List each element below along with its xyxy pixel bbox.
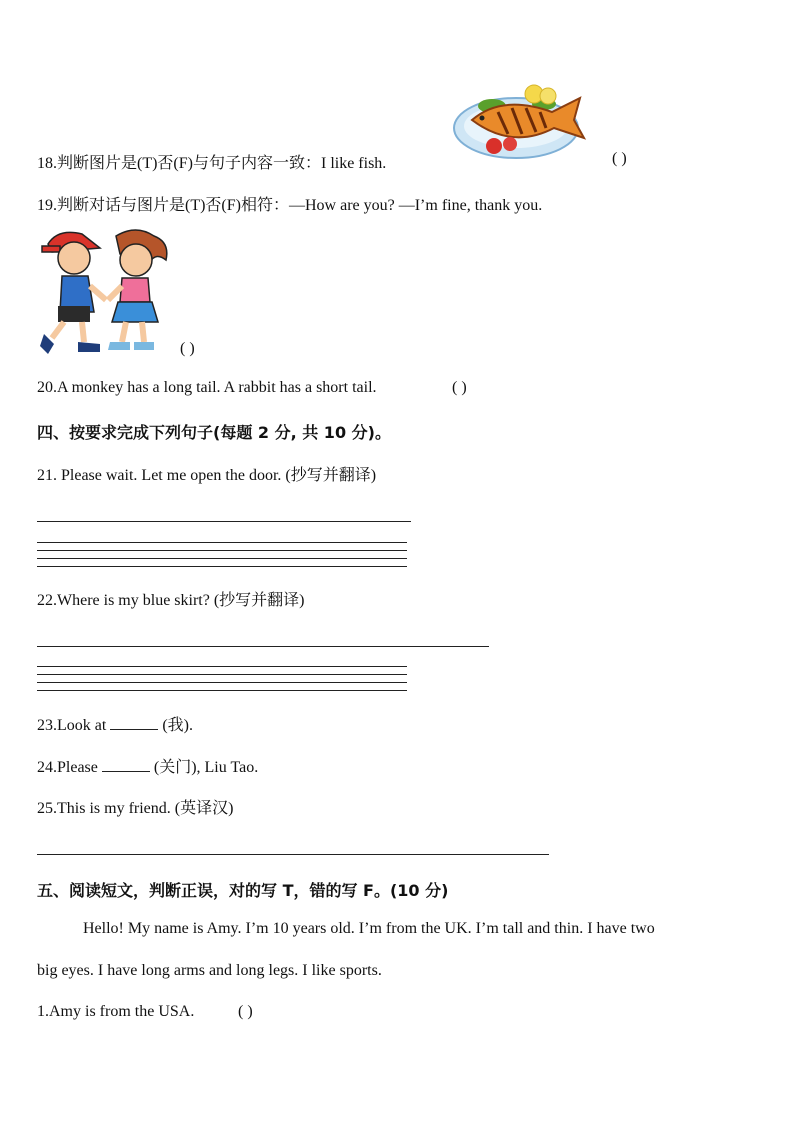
question-20-text: 20.A monkey has a long tail. A rabbit has a short tail. [37, 379, 377, 396]
answer-line-21-copy[interactable] [37, 521, 411, 522]
question-20-answer-parens[interactable]: ( ) [452, 379, 467, 396]
writing-line-22b[interactable] [37, 674, 407, 675]
question-24-before: 24.Please [37, 759, 98, 776]
question-24 [37, 754, 258, 777]
writing-line-22a[interactable] [37, 666, 407, 667]
question-19-text: 19.判断对话与图片是(T)否(F)相符：—How are you? —I’m fine, thank you. [37, 197, 543, 214]
writing-line-21d[interactable] [37, 566, 407, 567]
question-24-after: (关门), Liu Tao. [153, 759, 259, 776]
question-22-text: 22.Where is my blue skirt? (抄写并翻译) [37, 592, 305, 609]
question-23 [37, 712, 193, 735]
writing-line-21a[interactable] [37, 542, 407, 543]
writing-line-22c[interactable] [37, 682, 407, 683]
passage-line-1: Hello! My name is Amy. I’m 10 years old. I’m from the UK. I’m tall and thin. I have two [83, 920, 655, 937]
question-24-blank[interactable] [102, 757, 150, 772]
reading-question-1-text: 1.Amy is from the USA. [37, 1003, 195, 1020]
question-21-text: 21. Please wait. Let me open the door. (抄写并翻译) [37, 467, 377, 484]
passage-line-2: big eyes. I have long arms and long legs. I like sports. [37, 962, 382, 979]
question-23-blank[interactable] [110, 715, 158, 730]
question-18-answer-parens[interactable]: ( ) [612, 150, 627, 167]
writing-line-21b[interactable] [37, 550, 407, 551]
reading-question-1-answer-parens[interactable]: ( ) [238, 1003, 253, 1020]
question-18 [37, 150, 386, 173]
question-23-after: (我). [162, 717, 193, 734]
writing-line-22d[interactable] [37, 690, 407, 691]
section-4-heading: 四、按要求完成下列句子(每题 2 分, 共 10 分)。 [37, 423, 391, 442]
fried-fish-image [452, 84, 600, 166]
section-5-heading: 五、阅读短文，判断正误，对的写 T，错的写 F。(10 分) [37, 881, 449, 900]
question-25-text: 25.This is my friend. (英译汉) [37, 800, 234, 817]
answer-line-25[interactable] [37, 854, 549, 855]
question-19-answer-parens[interactable]: ( ) [180, 340, 195, 357]
writing-line-21c[interactable] [37, 558, 407, 559]
question-23-before: 23.Look at [37, 717, 107, 734]
kids-handshake-image [38, 226, 174, 358]
answer-line-22-copy[interactable] [37, 646, 489, 647]
question-18-text: 18.判断图片是(T)否(F)与句子内容一致：I like fish. [37, 155, 387, 172]
